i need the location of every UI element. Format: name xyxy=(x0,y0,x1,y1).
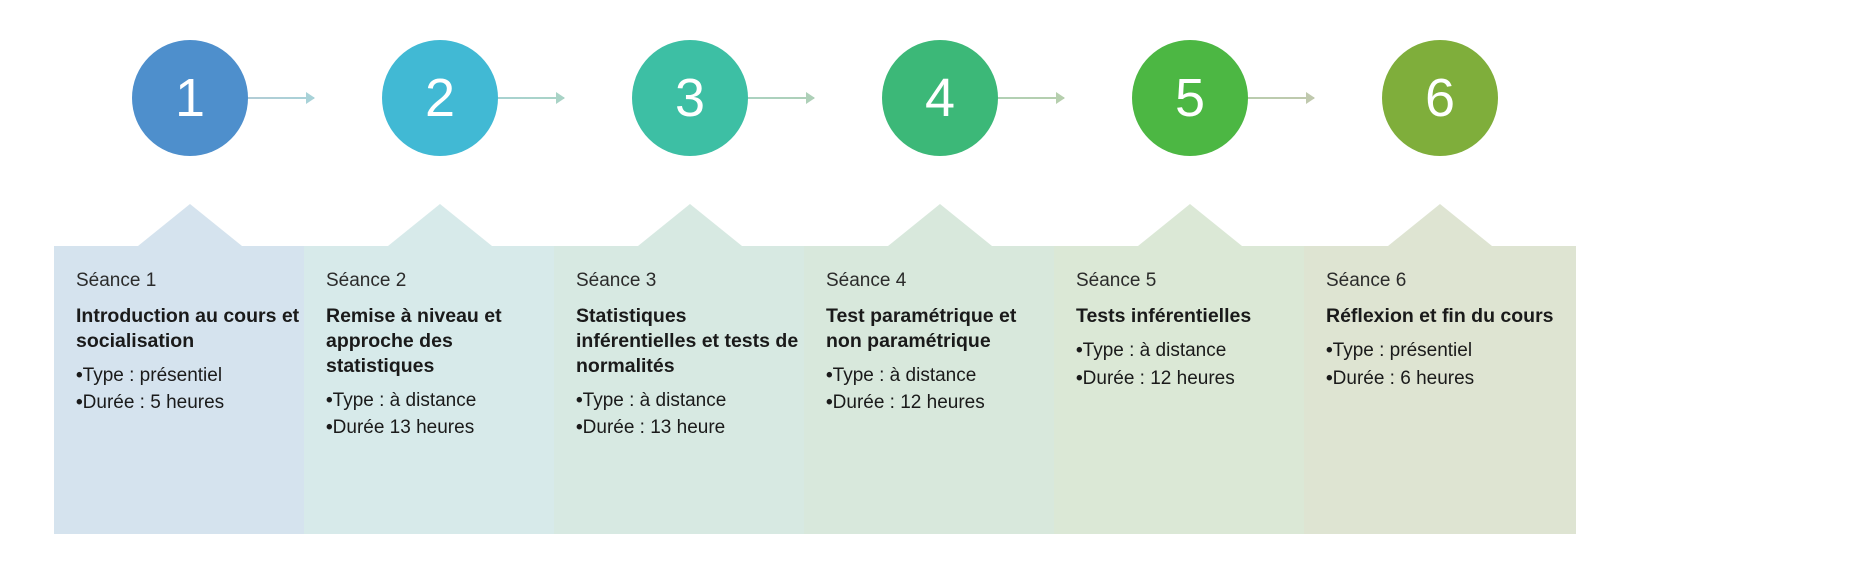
step-panel-5 xyxy=(1054,246,1326,534)
connector-arrow-icon xyxy=(556,92,565,104)
panel-seance-label: Séance 5 xyxy=(1076,270,1157,291)
panel-bullet-list xyxy=(1076,337,1304,392)
panel-seance-label: Séance 2 xyxy=(326,270,407,291)
bullet-icon: • xyxy=(576,417,583,439)
panel-bullet-list xyxy=(1326,337,1554,392)
panel-pointer xyxy=(1388,204,1492,246)
panel-seance-label: Séance 6 xyxy=(1326,270,1407,291)
list-item xyxy=(76,389,304,417)
steps-circle-row xyxy=(0,40,1875,160)
step-circle-1[interactable]: 1 xyxy=(132,40,248,156)
list-item xyxy=(326,414,554,442)
connector-arrow-icon xyxy=(1056,92,1065,104)
panel-body xyxy=(1054,246,1326,534)
step-circle-5[interactable]: 5 xyxy=(1132,40,1248,156)
panel-pointer xyxy=(1138,204,1242,246)
connector-arrow-icon xyxy=(306,92,315,104)
panel-bullet-list xyxy=(76,362,304,417)
panel-seance-label: Séance 4 xyxy=(826,270,907,291)
panel-pointer xyxy=(888,204,992,246)
panel-title: Statistiques inférentielles et tests de normalités xyxy=(576,305,799,377)
panel-bullet-list xyxy=(576,387,804,442)
bullet-text: Type : présentiel xyxy=(1332,339,1473,361)
panel-title: Tests inférentielles xyxy=(1076,305,1252,327)
step-circle-2[interactable]: 2 xyxy=(382,40,498,156)
bullet-text: Durée 13 heures xyxy=(332,417,475,439)
connector-arrow-icon xyxy=(806,92,815,104)
list-item xyxy=(576,387,804,415)
bullet-text: Type : à distance xyxy=(832,364,977,386)
bullet-text: Durée : 12 heures xyxy=(832,392,985,414)
bullet-icon: • xyxy=(1326,367,1333,389)
bullet-icon: • xyxy=(76,364,83,386)
list-item xyxy=(826,389,1054,417)
panel-bullet-list xyxy=(326,387,554,442)
step-panel-4 xyxy=(804,246,1076,534)
bullet-icon: • xyxy=(826,364,833,386)
panel-body xyxy=(304,246,576,534)
bullet-icon: • xyxy=(1326,339,1333,361)
panel-pointer xyxy=(388,204,492,246)
panel-bullet-list xyxy=(826,362,1054,417)
bullet-icon: • xyxy=(1076,367,1083,389)
panel-body xyxy=(554,246,826,534)
panel-body xyxy=(1304,246,1576,534)
panel-title: Réflexion et fin du cours xyxy=(1326,305,1554,327)
bullet-text: Type : présentiel xyxy=(82,364,223,386)
panel-pointer xyxy=(138,204,242,246)
list-item xyxy=(1326,365,1554,393)
panel-title: Test paramétrique et non paramétrique xyxy=(826,305,1017,352)
step-panel-3 xyxy=(554,246,826,534)
panel-body xyxy=(804,246,1076,534)
list-item xyxy=(826,362,1054,390)
bullet-text: Durée : 12 heures xyxy=(1082,367,1235,389)
panel-title: Introduction au cours et socialisation xyxy=(76,305,300,352)
bullet-text: Type : à distance xyxy=(582,389,727,411)
bullet-icon: • xyxy=(576,389,583,411)
list-item xyxy=(576,414,804,442)
panel-seance-label: Séance 1 xyxy=(76,270,157,291)
step-panel-2 xyxy=(304,246,576,534)
panel-body xyxy=(54,246,326,534)
panel-pointer xyxy=(638,204,742,246)
panel-seance-label: Séance 3 xyxy=(576,270,657,291)
list-item xyxy=(1326,337,1554,365)
step-panel-1 xyxy=(54,246,326,534)
bullet-text: Durée : 5 heures xyxy=(82,392,225,414)
bullet-icon: • xyxy=(326,389,333,411)
step-circle-3[interactable]: 3 xyxy=(632,40,748,156)
step-panel-6 xyxy=(1304,246,1576,534)
bullet-text: Type : à distance xyxy=(1082,339,1227,361)
panel-title: Remise à niveau et approche des statistiques xyxy=(326,305,502,377)
step-circle-6[interactable]: 6 xyxy=(1382,40,1498,156)
bullet-icon: • xyxy=(1076,339,1083,361)
bullet-text: Durée : 13 heure xyxy=(582,417,726,439)
bullet-icon: • xyxy=(826,392,833,414)
list-item xyxy=(1076,337,1304,365)
bullet-text: Type : à distance xyxy=(332,389,477,411)
bullet-icon: • xyxy=(326,417,333,439)
list-item xyxy=(76,362,304,390)
bullet-icon: • xyxy=(76,392,83,414)
bullet-text: Durée : 6 heures xyxy=(1332,367,1475,389)
connector-arrow-icon xyxy=(1306,92,1315,104)
step-circle-4[interactable]: 4 xyxy=(882,40,998,156)
list-item xyxy=(1076,365,1304,393)
list-item xyxy=(326,387,554,415)
